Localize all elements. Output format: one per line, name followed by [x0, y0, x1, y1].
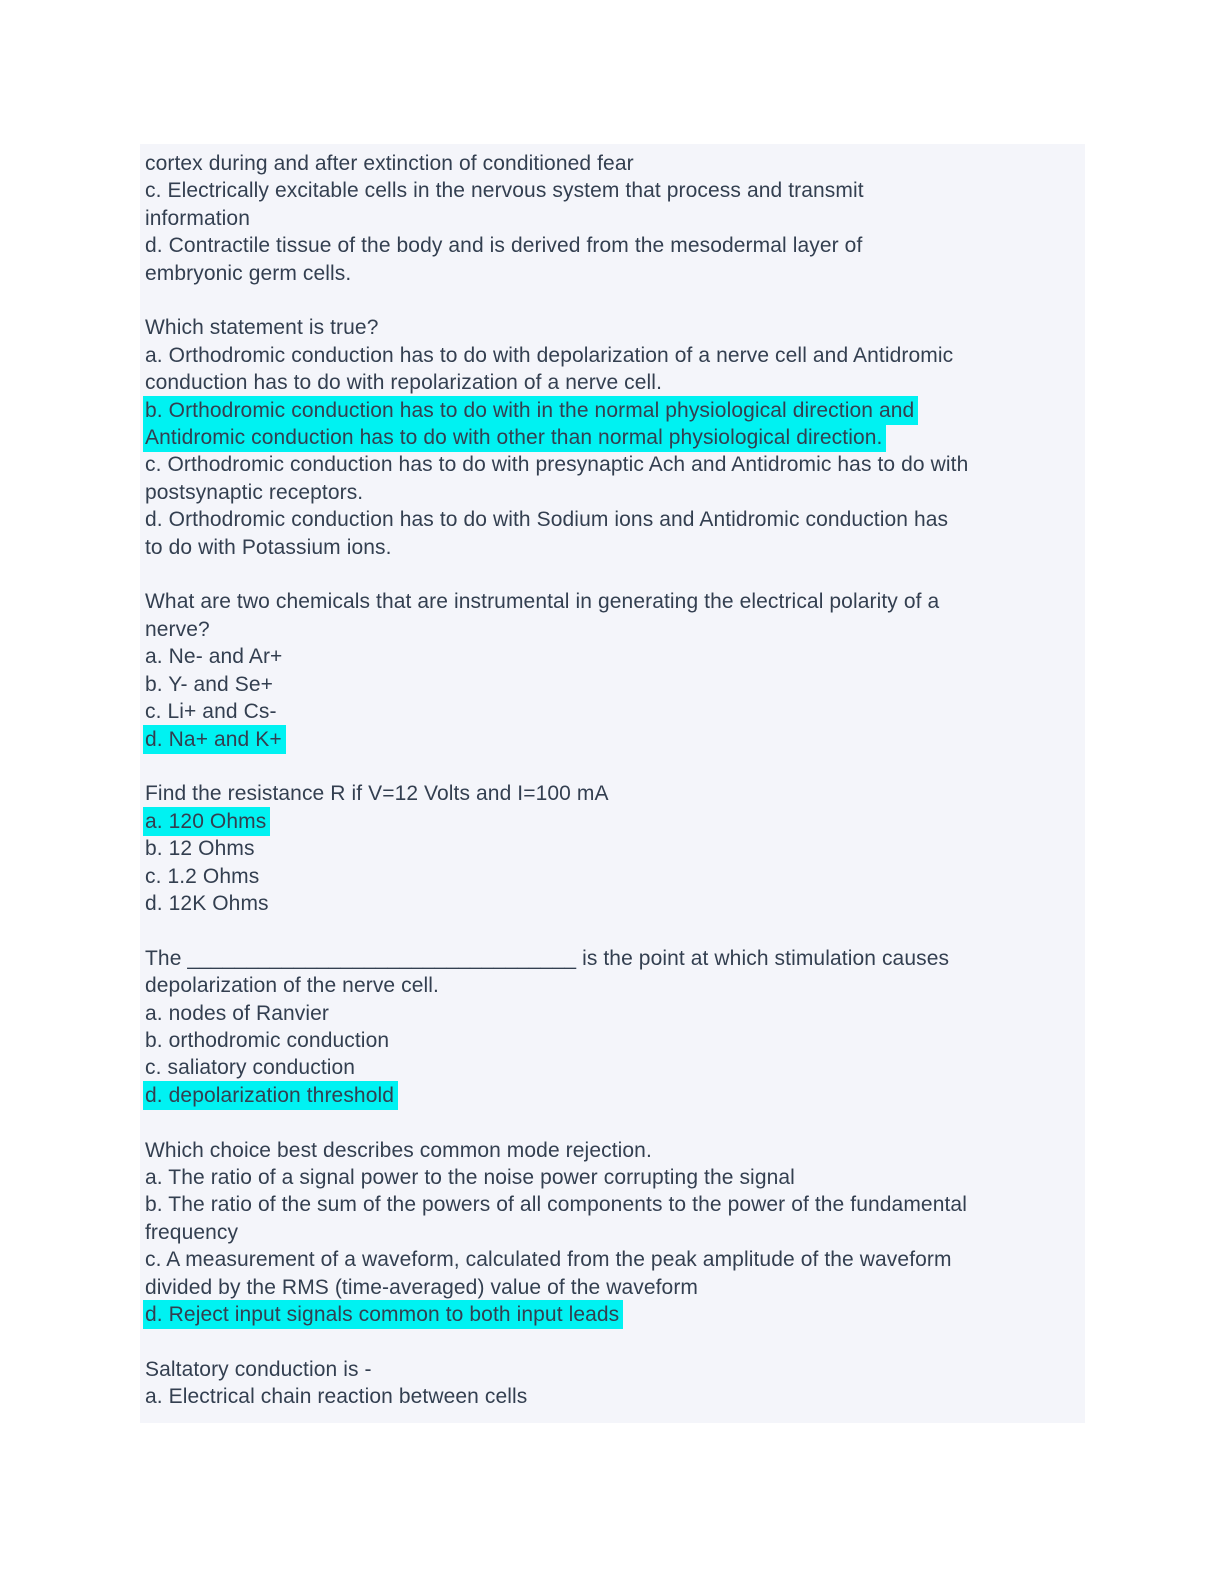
- text-run: Saltatory conduction is -: [145, 1357, 372, 1381]
- text-run: nerve?: [145, 617, 210, 641]
- text-run: to do with Potassium ions.: [145, 535, 392, 559]
- text-run: b. The ratio of the sum of the powers of all components to the power of the fundamental: [145, 1193, 967, 1217]
- text-line: [145, 1356, 1079, 1383]
- text-line: [145, 890, 1079, 917]
- highlighted-answer: d. Reject input signals common to both input leads: [143, 1300, 623, 1329]
- text-run: c. Orthodromic conduction has to do with presynaptic Ach and Antidromic has to do with: [145, 453, 969, 477]
- blank-line: [145, 1328, 1079, 1355]
- text-line: [145, 616, 1079, 643]
- text-run: a. The ratio of a signal power to the noise power corrupting the signal: [145, 1165, 795, 1189]
- text-run: d. Orthodromic conduction has to do with Sodium ions and Antidromic conduction has: [145, 508, 949, 532]
- text-line: [145, 150, 1079, 177]
- text-run: Find the resistance R if V=12 Volts and I=100 mA: [145, 782, 609, 806]
- highlighted-answer: d. Na+ and K+: [143, 725, 286, 754]
- text-line: [145, 1219, 1079, 1246]
- text-line: [145, 1246, 1079, 1273]
- text-line: [145, 671, 1079, 698]
- text-line: [145, 1000, 1079, 1027]
- text-line: [145, 972, 1079, 999]
- text-line: [145, 1082, 1079, 1109]
- text-run: embryonic germ cells.: [145, 261, 352, 285]
- text-line: [145, 1274, 1079, 1301]
- highlighted-answer: b. Orthodromic conduction has to do with in the normal physiological direction and: [143, 396, 918, 425]
- text-run: cortex during and after extinction of conditioned fear: [145, 152, 634, 175]
- highlighted-answer: d. depolarization threshold: [143, 1081, 398, 1110]
- text-line: [145, 451, 1079, 478]
- blank-line: [145, 1109, 1079, 1136]
- text-run: a. Ne- and Ar+: [145, 645, 283, 669]
- text-run: depolarization of the nerve cell.: [145, 974, 439, 998]
- text-line: [145, 177, 1079, 204]
- text-run: postsynaptic receptors.: [145, 480, 364, 504]
- text-line: [145, 726, 1079, 753]
- highlighted-answer: a. 120 Ohms: [143, 807, 270, 836]
- text-line: [145, 1054, 1079, 1081]
- text-run: c. saliatory conduction: [145, 1056, 356, 1080]
- text-run: The _________________________________ is the point at which stimulation causes: [145, 946, 950, 970]
- text-run: conduction has to do with repolarization of a nerve cell.: [145, 371, 663, 395]
- text-run: divided by the RMS (time-averaged) value of the waveform: [145, 1275, 699, 1299]
- text-run: b. Y- and Se+: [145, 672, 273, 696]
- text-line: [145, 1137, 1079, 1164]
- text-run: a. Orthodromic conduction has to do with depolarization of a nerve cell and Antidromic: [145, 343, 954, 367]
- text-line: [145, 1383, 1079, 1410]
- text-line: [145, 863, 1079, 890]
- text-run: Which statement is true?: [145, 316, 379, 340]
- text-run: c. A measurement of a waveform, calculated from the peak amplitude of the waveform: [145, 1248, 952, 1272]
- text-run: frequency: [145, 1220, 239, 1244]
- text-line: [145, 1191, 1079, 1218]
- text-line: [145, 369, 1079, 396]
- blank-line: [145, 561, 1079, 588]
- text-line: [145, 314, 1079, 341]
- text-line: [145, 835, 1079, 862]
- text-run: d. 12K Ohms: [145, 891, 269, 915]
- text-line: [145, 260, 1079, 287]
- text-line: [145, 232, 1079, 259]
- text-line: [145, 780, 1079, 807]
- blank-line: [145, 287, 1079, 314]
- text-line: [145, 534, 1079, 561]
- blank-line: [145, 753, 1079, 780]
- text-run: information: [145, 206, 250, 230]
- text-line: [145, 698, 1079, 725]
- text-run: a. Electrical chain reaction between cells: [145, 1385, 528, 1409]
- highlighted-answer: Antidromic conduction has to do with other than normal physiological direction.: [143, 423, 886, 452]
- text-line: [145, 342, 1079, 369]
- text-run: c. Electrically excitable cells in the nervous system that process and transmit: [145, 179, 864, 203]
- text-run: c. 1.2 Ohms: [145, 864, 260, 888]
- text-line: [145, 643, 1079, 670]
- text-run: What are two chemicals that are instrumental in generating the electrical polarity of a: [145, 590, 940, 614]
- text-run: Which choice best describes common mode rejection.: [145, 1138, 652, 1162]
- text-line: [145, 205, 1079, 232]
- text-line: [145, 1164, 1079, 1191]
- text-line: [145, 1027, 1079, 1054]
- text-line: [145, 397, 1079, 424]
- text-run: c. Li+ and Cs-: [145, 700, 277, 724]
- text-run: b. 12 Ohms: [145, 837, 255, 861]
- text-run: d. Contractile tissue of the body and is derived from the mesodermal layer of: [145, 234, 863, 258]
- text-line: [145, 506, 1079, 533]
- text-line: [145, 945, 1079, 972]
- text-line: [145, 588, 1079, 615]
- text-run: b. orthodromic conduction: [145, 1028, 390, 1052]
- text-line: [145, 1301, 1079, 1328]
- text-line: [145, 808, 1079, 835]
- quiz-text-block: [140, 144, 1085, 1423]
- text-line: [145, 479, 1079, 506]
- text-run: a. nodes of Ranvier: [145, 1001, 330, 1025]
- text-line: [145, 424, 1079, 451]
- blank-line: [145, 917, 1079, 944]
